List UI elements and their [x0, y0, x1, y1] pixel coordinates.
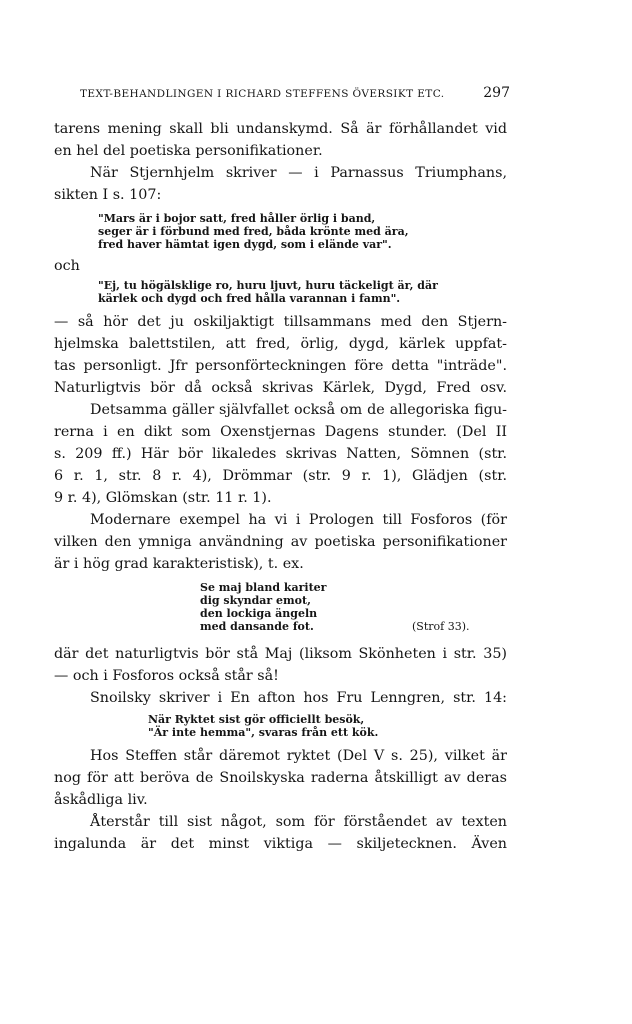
- quote-line: seger är i förbund med fred, båda krönte med ära,: [98, 225, 409, 238]
- quote-line: "Mars är i bojor satt, fred håller örlig i band,: [98, 212, 376, 225]
- text-line: 6 r. 1, str. 8 r. 4), Drömmar (str. 9 r. 1), Glädjen (str.: [54, 468, 507, 484]
- text-line: tas personligt. Jfr personförteckningen före detta "inträde".: [54, 358, 507, 374]
- quote-stjernhjelm-1: [98, 212, 507, 251]
- text-line: — så hör det ju oskiljaktigt tillsammans med den Stjern-: [54, 314, 507, 330]
- text-line: ingalunda är det minst viktiga — skiljetecknen. Även: [54, 836, 507, 852]
- text-line: Hos Steffen står däremot ryktet (Del V s. 25), vilket är: [90, 748, 507, 764]
- text-line: rerna i en dikt som Oxenstjernas Dagens stunder. (Del II: [54, 424, 507, 440]
- text-line: Återstår till sist något, som för förståendet av texten: [90, 814, 507, 830]
- text-line: När Stjernhjelm skriver — i Parnassus Triumphans,: [90, 165, 507, 181]
- text-line: nog för att beröva de Snoilskyska raderna åtskilligt av deras: [54, 770, 507, 786]
- quote-line: "Ej, tu högälsklige ro, huru ljuvt, huru täckeligt är, där: [98, 279, 438, 292]
- strof-reference: (Strof 33).: [412, 620, 470, 633]
- paragraph-6: [54, 745, 507, 811]
- running-header: [80, 85, 510, 101]
- text-line: där det naturligtvis bör stå Maj (liksom Skönheten i str. 35): [54, 646, 507, 662]
- paragraph-5: [54, 643, 507, 709]
- text-line: sikten I s. 107:: [54, 187, 162, 203]
- text-line: är i hög grad karakteristisk), t. ex.: [54, 556, 304, 572]
- quote-line: fred haver hämtat igen dygd, som i elände var".: [98, 238, 392, 251]
- text-line: Naturligtvis bör då också skrivas Kärlek, Dygd, Fred osv.: [54, 380, 507, 396]
- paragraph-7: [54, 811, 507, 855]
- quote-snoilsky: [148, 713, 507, 739]
- poem-line: Se maj bland kariter: [200, 581, 327, 594]
- text-line: åskådliga liv.: [54, 792, 148, 808]
- text-line: en hel del poetiska personifikationer.: [54, 143, 323, 159]
- text-line: — och i Fosforos också står så!: [54, 668, 279, 684]
- text-line: Modernare exempel ha vi i Prologen till Fosforos (för: [90, 512, 507, 528]
- text-line: vilken den ymniga användning av poetiska personifikationer: [54, 534, 507, 550]
- text-line: s. 209 ff.) Här bör likaledes skrivas Natten, Sömnen (str.: [54, 446, 507, 462]
- poem-line: dig skyndar emot,: [200, 594, 311, 607]
- text-line: tarens mening skall bli undanskymd. Så är förhållandet vid: [54, 121, 507, 137]
- page-body: [54, 118, 507, 855]
- text-line: Snoilsky skriver i En afton hos Fru Lenngren, str. 14:: [90, 690, 507, 706]
- poem-line: med dansande fot.: [200, 620, 314, 633]
- poem-line: den lockiga ängeln: [200, 607, 318, 620]
- poem-fosforos: [200, 581, 507, 633]
- text-och: och: [54, 258, 80, 274]
- text-line: Detsamma gäller självfallet också om de allegoriska figu-: [90, 402, 507, 418]
- paragraph-4: [54, 509, 507, 575]
- text-line: 9 r. 4), Glömskan (str. 11 r. 1).: [54, 490, 272, 506]
- quote-line: "Är inte hemma", svaras från ett kök.: [148, 726, 379, 739]
- quote-line: kärlek och dygd och fred hålla varannan i famn".: [98, 292, 401, 305]
- text-line: hjelmska balettstilen, att fred, örlig, dygd, kärlek uppfat-: [54, 336, 507, 352]
- quote-stjernhjelm-2: [98, 279, 507, 305]
- paragraph-1: [54, 118, 507, 206]
- paragraph-3: [54, 399, 507, 509]
- quote-line: När Ryktet sist gör officiellt besök,: [148, 713, 365, 726]
- running-title: TEXT-BEHANDLINGEN I RICHARD STEFFENS ÖVERSIKT ETC.: [80, 88, 445, 100]
- page-number: 297: [483, 85, 510, 101]
- paragraph-2: [54, 311, 507, 399]
